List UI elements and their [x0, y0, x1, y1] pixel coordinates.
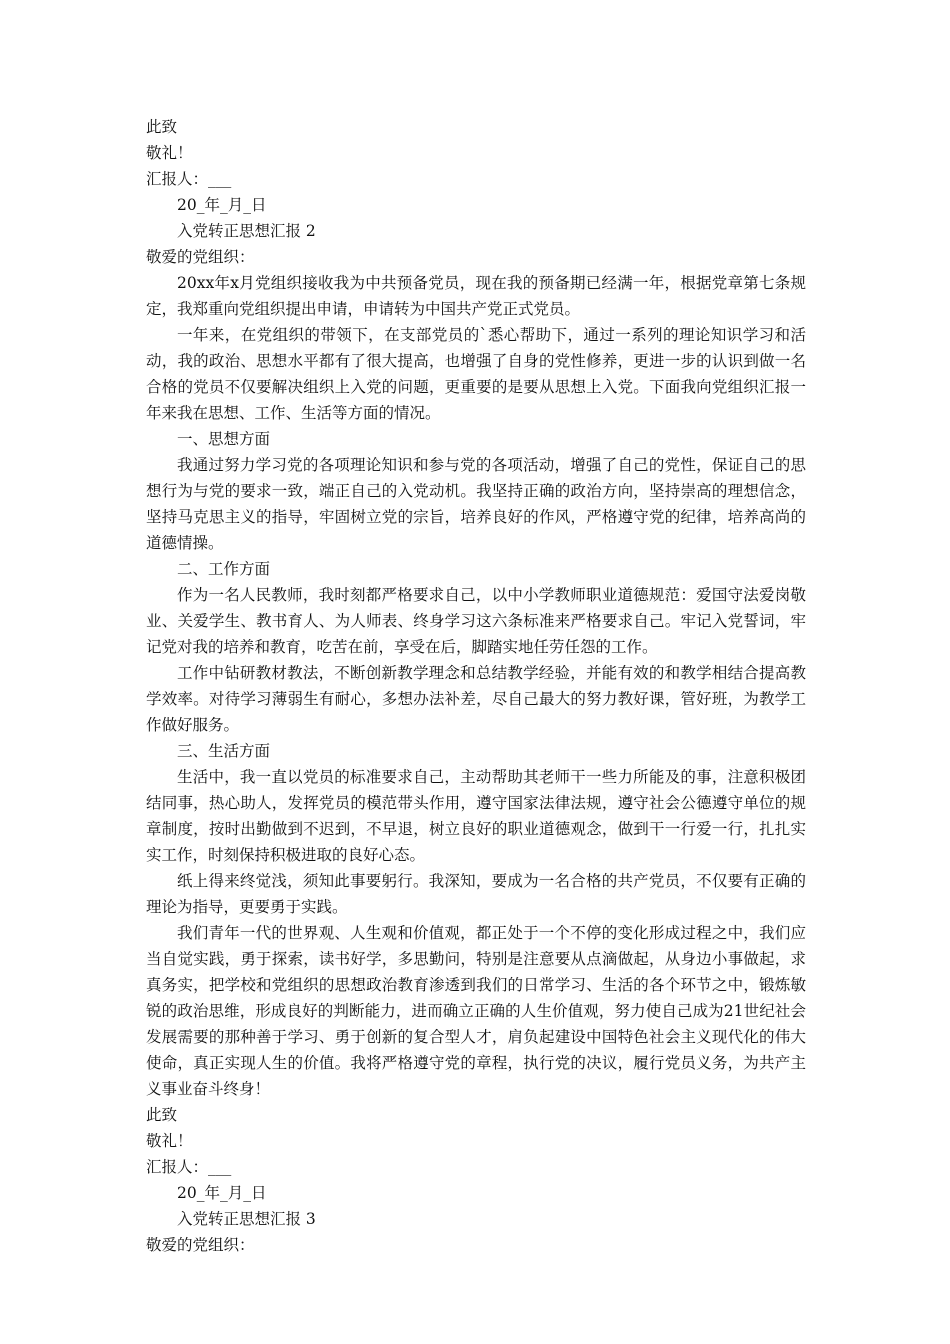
- closing-jing-li: 敬礼！: [146, 144, 193, 162]
- report-title: 入党转正思想汇报 3: [177, 1210, 316, 1228]
- section-heading: 二、工作方面: [177, 560, 271, 578]
- closing-date: 20_年_月_日: [177, 196, 267, 214]
- paragraph: 纸上得来终觉浅，须知此事要躬行。我深知，要成为一名合格的共产党员，不仅要有正确的理论为指导，更要勇于实践。: [146, 872, 806, 916]
- closing-ci-zhi: 此致: [146, 1106, 178, 1124]
- paragraph: 我通过努力学习党的各项理论知识和参与党的各项活动，增强了自己的党性，保证自己的思想行为与党的要求一致，端正自己的入党动机。我坚持正确的政治方向，坚持崇高的理想信念，坚持马克思主义的指导，牢固树立党的宗旨，培养良好的作风，严格遵守党的纪律，培养高尚的道德情操。: [146, 456, 806, 552]
- paragraph: 我们青年一代的世界观、人生观和价值观，都正处于一个不停的变化形成过程之中，我们应当自觉实践，勇于探索，读书好学，多思勤问，特别是注意要从点滴做起，从身边小事做起，求真务实，把学校和党组织的思想政治教育渗透到我们的日常学习、生活的各个环节之中，锻炼敏锐的政治思维，形成良好的判断能力，进而确立正确的人生价值观，努力使自己成为21世纪社会发展需要的那种善于学习、勇于创新的复合型人才，肩负起建设中国特色社会主义现代化的伟大使命，真正实现人生的价值。我将严格遵守党的章程，执行党的决议，履行党员义务，为共产主义事业奋斗终身！: [146, 924, 806, 1098]
- closing-reporter: 汇报人：___: [146, 1158, 232, 1176]
- salutation: 敬爱的党组织：: [146, 248, 255, 266]
- closing-jing-li: 敬礼！: [146, 1132, 193, 1150]
- paragraph: 20xx年x月党组织接收我为中共预备党员，现在我的预备期已经满一年，根据党章第七条规定，我郑重向党组织提出申请，申请转为中国共产党正式党员。: [146, 274, 806, 318]
- document-page: [146, 114, 806, 1258]
- section-heading: 三、生活方面: [177, 742, 271, 760]
- paragraph: 工作中钻研教材教法，不断创新教学理念和总结教学经验，并能有效的和教学相结合提高教学效率。对待学习薄弱生有耐心，多想办法补差，尽自己最大的努力教好课，管好班，为教学工作做好服务。: [146, 664, 806, 734]
- closing-reporter: 汇报人：___: [146, 170, 232, 188]
- closing-ci-zhi: 此致: [146, 118, 178, 136]
- salutation: 敬爱的党组织：: [146, 1236, 255, 1254]
- section-heading: 一、思想方面: [177, 430, 271, 448]
- report-title: 入党转正思想汇报 2: [177, 222, 316, 240]
- paragraph: 一年来，在党组织的带领下，在支部党员的`悉心帮助下，通过一系列的理论知识学习和活动，我的政治、思想水平都有了很大提高，也增强了自身的党性修养，更进一步的认识到做一名合格的党员不仅要解决组织上入党的问题，更重要的是要从思想上入党。下面我向党组织汇报一年来我在思想、工作、生活等方面的情况。: [146, 326, 806, 422]
- closing-date: 20_年_月_日: [177, 1184, 267, 1202]
- paragraph: 作为一名人民教师，我时刻都严格要求自己，以中小学教师职业道德规范：爱国守法爱岗敬业、关爱学生、教书育人、为人师表、终身学习这六条标准来严格要求自己。牢记入党誓词，牢记党对我的培养和教育，吃苦在前，享受在后，脚踏实地任劳任怨的工作。: [146, 586, 806, 656]
- paragraph: 生活中，我一直以党员的标准要求自己，主动帮助其老师干一些力所能及的事，注意积极团结同事，热心助人，发挥党员的模范带头作用，遵守国家法律法规，遵守社会公德遵守单位的规章制度，按时出勤做到不迟到，不早退，树立良好的职业道德观念，做到干一行爱一行，扎扎实实工作，时刻保持积极进取的良好心态。: [146, 768, 806, 864]
